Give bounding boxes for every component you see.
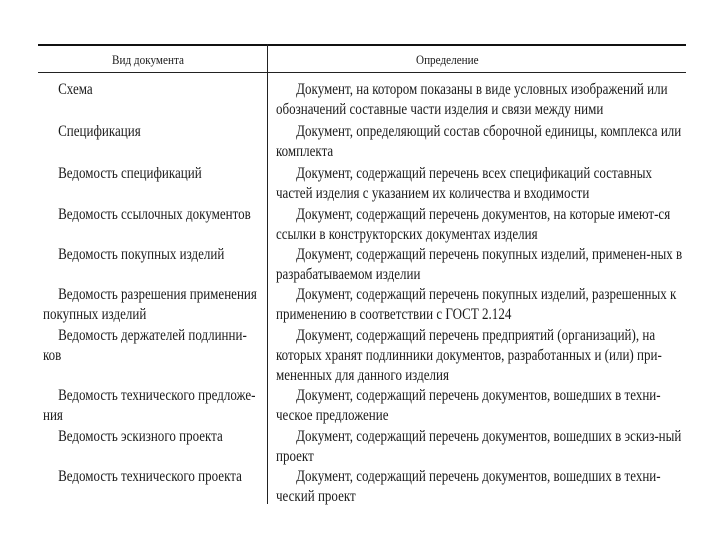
row-term: Спецификация — [58, 123, 141, 140]
row-term: Ведомость ссылочных документов — [58, 206, 251, 223]
row-definition: Документ, содержащий перечень документов, на которые имеют-ся ссылки в конструкторских документах изделия — [276, 206, 671, 243]
row-definition: Документ, содержащий перечень предприятий (организаций), на которых хранят подлинники документов, разработанных и (или) при-мененных для данного изделия — [276, 327, 662, 384]
row-definition: Документ, содержащий перечень всех спецификаций составных частей изделия с указанием их количества и входимости — [276, 165, 652, 202]
row-definition: Документ, определяющий состав сборочной единицы, комплекса или комплекта — [276, 123, 682, 160]
row-term: Ведомость держателей подлинни-ков — [43, 327, 247, 364]
column-header-definition: Определение — [416, 52, 479, 67]
row-definition: Документ, содержащий перечень документов, вошедших в техни-ческое предложение — [276, 387, 661, 424]
row-term: Схема — [58, 81, 93, 98]
row-definition: Документ, содержащий перечень документов, вошедших в эскиз-ный проект — [276, 428, 682, 465]
column-header-term: Вид документа — [112, 52, 184, 67]
table-column-divider — [267, 44, 268, 504]
row-term: Ведомость разрешения применения покупных изделий — [43, 286, 257, 323]
row-term: Ведомость технического проекта — [58, 468, 242, 485]
row-definition: Документ, содержащий перечень покупных изделий, разрешенных к применению в соответствии с ГОСТ 2.124 — [276, 286, 677, 323]
table-top-rule — [38, 44, 686, 46]
table-header-rule — [38, 72, 686, 73]
row-term: Ведомость спецификаций — [58, 165, 202, 182]
row-term: Ведомость покупных изделий — [58, 246, 225, 263]
row-definition: Документ, содержащий перечень документов, вошедших в техни-ческий проект — [276, 468, 661, 505]
row-definition: Документ, содержащий перечень покупных изделий, применен-ных в разрабатываемом изделии — [276, 246, 683, 283]
row-definition: Документ, на котором показаны в виде условных изображений или обозначений составные части изделия и связи между ними — [276, 81, 668, 118]
row-term: Ведомость технического предложе-ния — [43, 387, 256, 424]
row-term: Ведомость эскизного проекта — [58, 428, 223, 445]
